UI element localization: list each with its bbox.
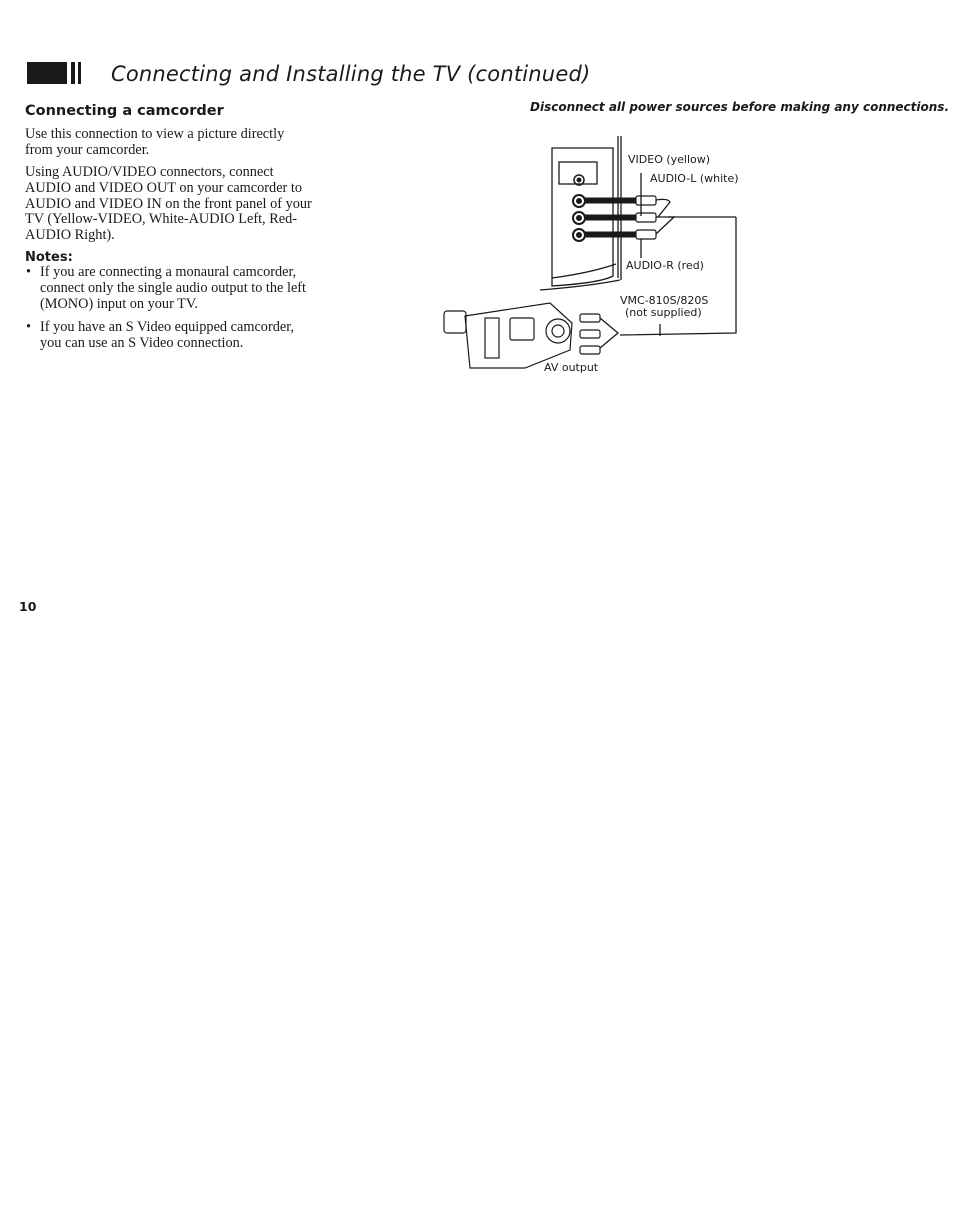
notes-label: Notes: bbox=[25, 250, 73, 265]
label-audio-l: AUDIO-L (white) bbox=[650, 172, 739, 185]
note-text: If you have an S Video equipped camcorder, you can use an S Video connection. bbox=[40, 319, 294, 352]
label-cable-model: VMC-810S/820S bbox=[620, 294, 709, 307]
label-cable-note: (not supplied) bbox=[625, 306, 702, 319]
camcorder-plugs bbox=[580, 314, 600, 354]
warning-text: Disconnect all power sources before making any connections. bbox=[530, 100, 950, 114]
page-title: Connecting and Installing the TV (continued) bbox=[111, 62, 591, 86]
bullet-icon: • bbox=[26, 319, 32, 336]
connection-diagram bbox=[430, 128, 750, 388]
notes-list bbox=[25, 265, 315, 352]
section-heading: Connecting a camcorder bbox=[25, 103, 224, 119]
header-mark-bar bbox=[71, 62, 75, 84]
note-text: If you are connecting a monaural camcorder, connect only the single audio output to the left (MONO) input on your TV. bbox=[40, 264, 307, 312]
note-item bbox=[25, 265, 315, 312]
label-audio-r: AUDIO-R (red) bbox=[626, 259, 704, 272]
header-mark-block bbox=[27, 62, 67, 84]
page-number: 10 bbox=[19, 599, 37, 614]
note-item bbox=[25, 320, 315, 352]
header-mark-bar bbox=[78, 62, 81, 84]
instruction-paragraph: Using AUDIO/VIDEO connectors, connect AUDIO and VIDEO OUT on your camcorder to AUDIO and VIDEO IN on the front panel of your TV (Yellow-VIDEO, White-AUDIO Left, Red-AUDIO Right). bbox=[25, 164, 312, 244]
intro-paragraph: Use this connection to view a picture directly from your camcorder. bbox=[25, 126, 285, 158]
tv-jacks bbox=[573, 175, 635, 241]
label-av-output: AV output bbox=[544, 361, 599, 374]
header-mark bbox=[27, 62, 81, 84]
camcorder-icon bbox=[444, 303, 572, 368]
bullet-icon: • bbox=[26, 264, 32, 280]
tv-side-plugs bbox=[636, 196, 656, 239]
label-video: VIDEO (yellow) bbox=[628, 153, 711, 166]
